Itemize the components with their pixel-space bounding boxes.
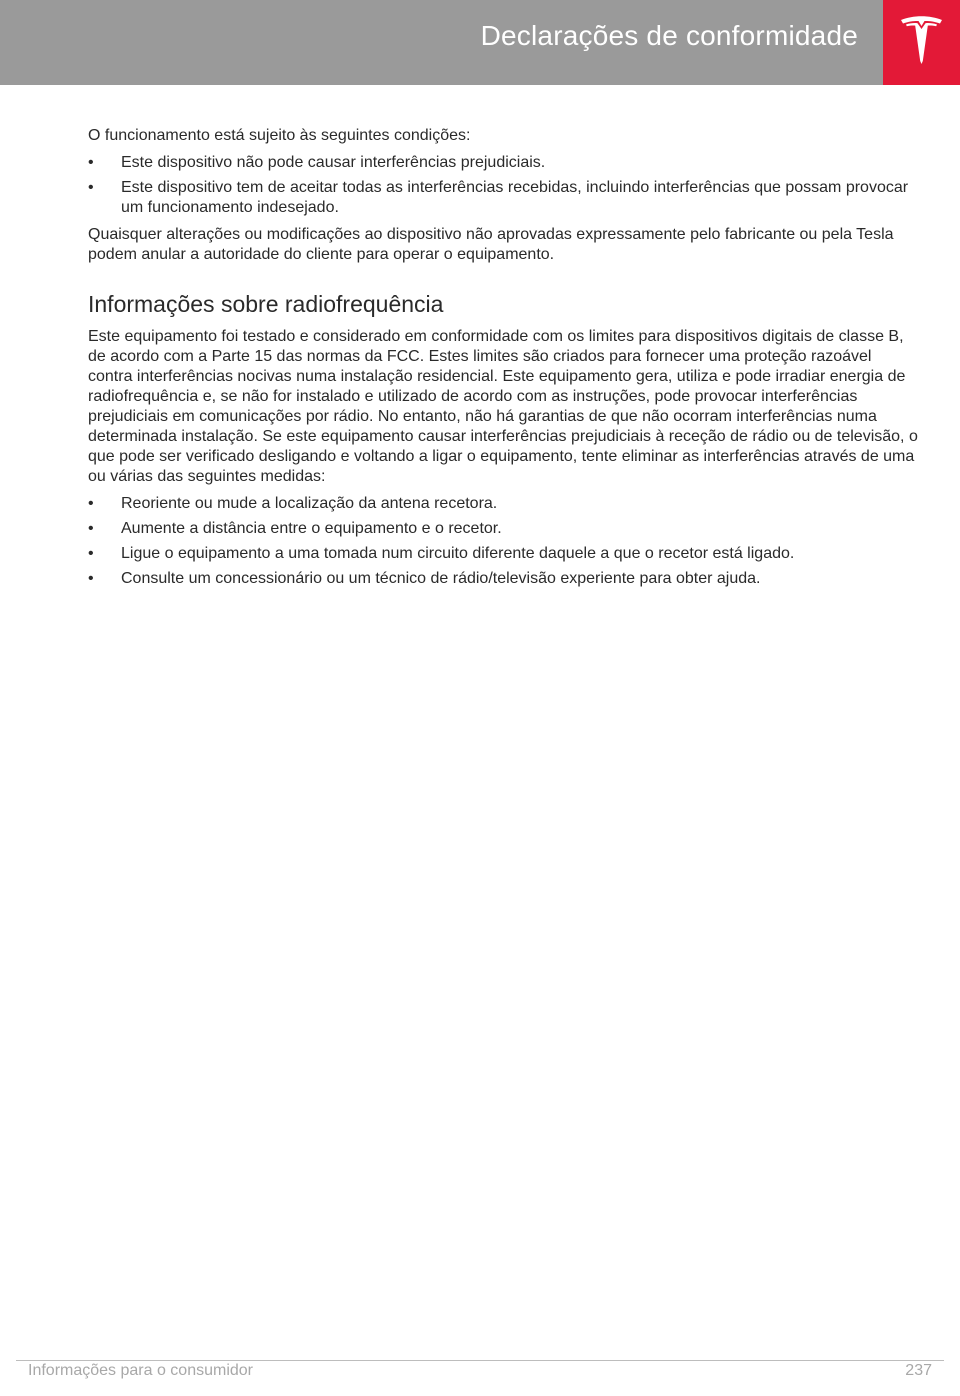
- list-item: • Este dispositivo não pode causar interferências prejudiciais.: [88, 153, 920, 173]
- page-number: 237: [905, 1362, 932, 1379]
- list-item: • Ligue o equipamento a uma tomada num circuito diferente daquele a que o recetor está ligado.: [88, 544, 920, 564]
- list-item: • Este dispositivo tem de aceitar todas as interferências recebidas, incluindo interferências que possam provocar um funcionamento indesejado.: [88, 178, 920, 218]
- modifications-note: Quaisquer alterações ou modificações ao dispositivo não aprovadas expressamente pelo fabricante ou pela Tesla podem anular a autoridade do cliente para operar o equipamento.: [88, 226, 894, 263]
- footer-section-name: Informações para o consumidor: [28, 1362, 253, 1379]
- conditions-list: [88, 153, 920, 218]
- footer-divider: [16, 1360, 944, 1361]
- list-item: • Consulte um concessionário ou um técnico de rádio/televisão experiente para obter ajuda.: [88, 569, 920, 589]
- page-title: Declarações de conformidade: [480, 20, 858, 51]
- intro-text: O funcionamento está sujeito às seguintes condições:: [88, 127, 471, 144]
- document-body: [88, 126, 920, 594]
- section-heading: Informações sobre radiofrequência: [88, 291, 444, 317]
- logo-block: [883, 0, 960, 85]
- rf-paragraph: Este equipamento foi testado e considerado em conformidade com os limites para dispositivos digitais de classe B, de acordo com a Parte 15 das normas da FCC. Estes limites são criados para fornecer uma proteção razoável contra interferências nocivas numa instalação residencial. Este equipamento gera, utiliza e pode irradiar energia de radiofrequência e, se não for instalado e utilizado de acordo com as instruções, pode provocar interferências prejudiciais em comunicações por rádio. No entanto, não há garantias de que não ocorram interferências numa determinada instalação. Se este equipamento causar interferências prejudiciais à receção de rádio ou de televisão, o que pode ser verificado desligando e voltando a ligar o equipamento, tente eliminar as interferências através de uma ou várias das seguintes medidas:: [88, 328, 918, 485]
- measures-list: [88, 494, 920, 589]
- page-header: [0, 0, 883, 85]
- tesla-logo-icon: [899, 14, 944, 68]
- list-item: • Reoriente ou mude a localização da antena recetora.: [88, 494, 920, 514]
- list-item: • Aumente a distância entre o equipamento e o recetor.: [88, 519, 920, 539]
